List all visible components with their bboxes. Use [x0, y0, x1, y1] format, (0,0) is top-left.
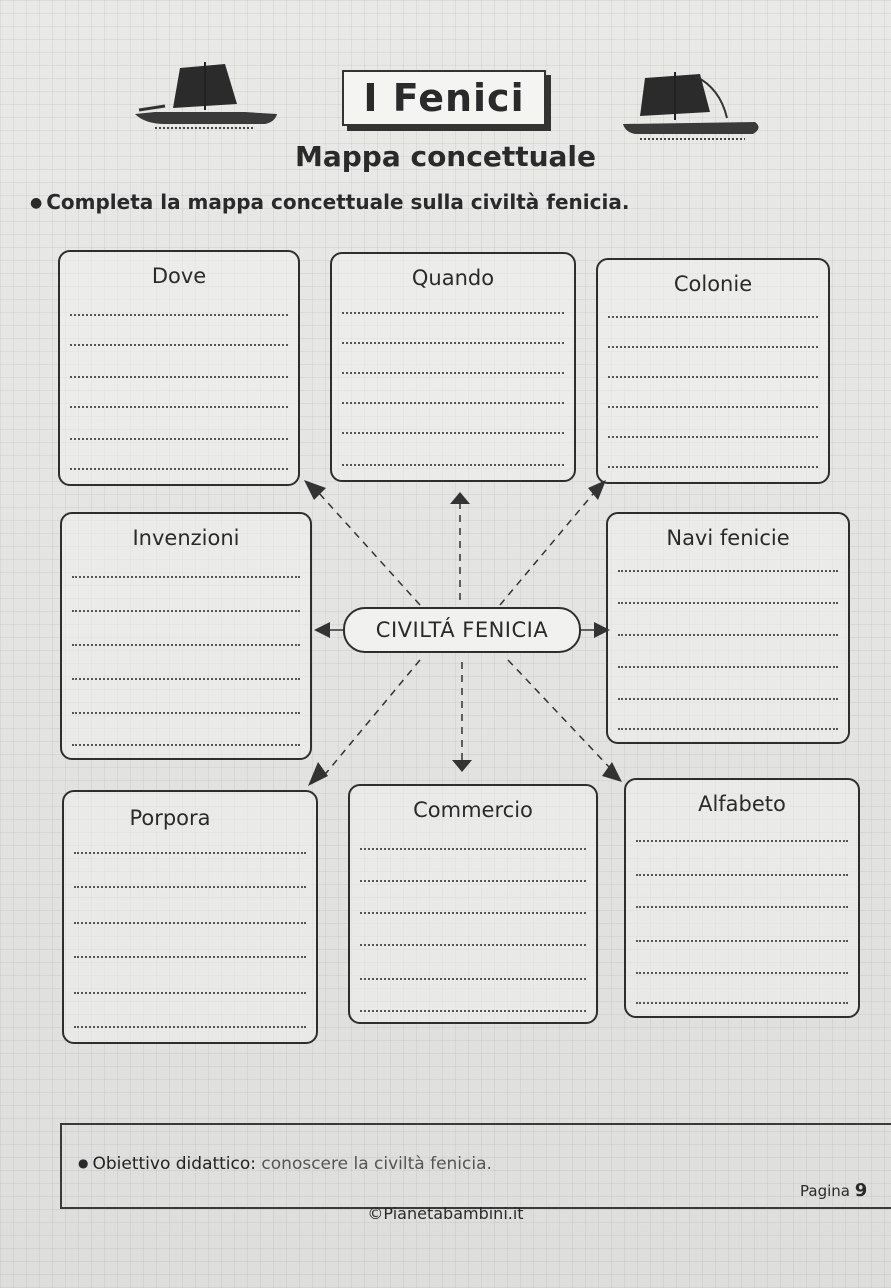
page-title: I Fenici	[342, 70, 546, 126]
box-label-quando: Quando	[411, 266, 495, 290]
page-subtitle: Mappa concettuale	[294, 140, 597, 173]
box-label-dove: Dove	[151, 264, 207, 288]
bullet-icon: ●	[78, 1156, 89, 1170]
credit-text: ©Pianetabambini.it	[367, 1204, 524, 1223]
box-label-porpora: Porpora	[129, 806, 211, 830]
box-label-navi: Navi fenicie	[666, 526, 790, 550]
page-number-value: 9	[854, 1180, 868, 1201]
objective-description: conoscere la civiltà fenicia.	[256, 1154, 492, 1174]
box-label-invenzioni: Invenzioni	[132, 526, 240, 550]
page-number	[800, 1180, 867, 1201]
page-label: Pagina	[800, 1182, 850, 1200]
box-label-commercio: Commercio	[413, 798, 533, 822]
box-label-alfabeto: Alfabeto	[698, 792, 786, 816]
objective-text	[78, 1154, 492, 1174]
objective-label: Obiettivo didattico:	[92, 1154, 257, 1174]
central-concept: CIVILTÁ FENICIA	[343, 607, 581, 653]
instruction-text: ● Completa la mappa concettuale sulla civiltà fenicia.	[30, 190, 629, 214]
box-label-colonie: Colonie	[673, 272, 753, 296]
